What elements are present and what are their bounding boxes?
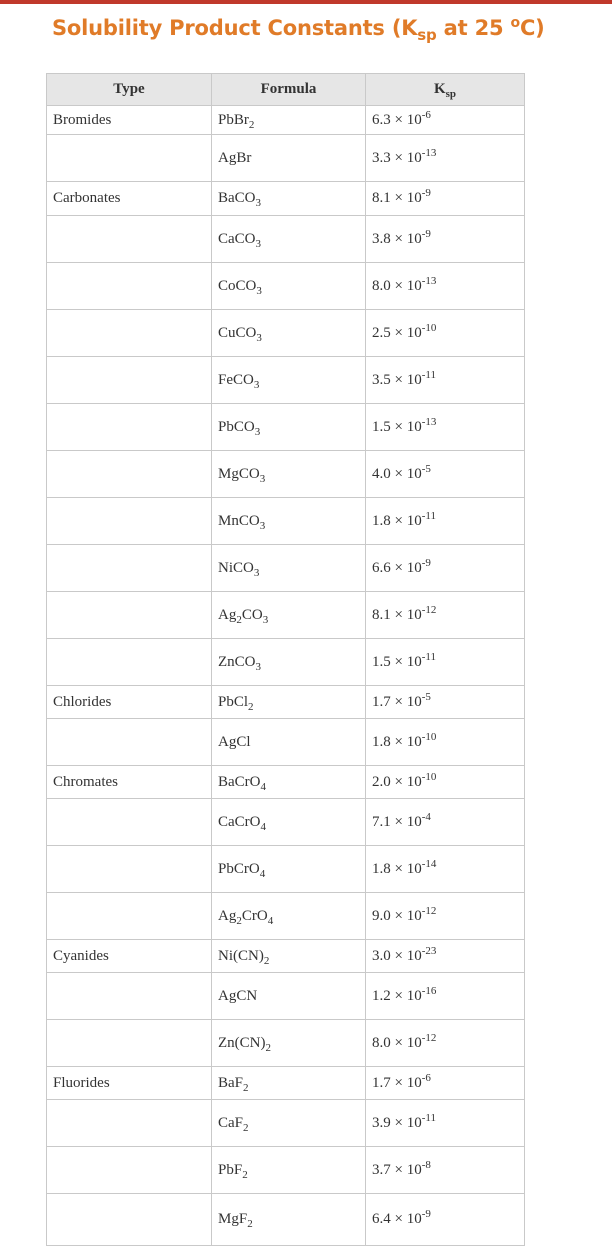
ksp-mantissa: 1.5 × 10 (372, 653, 422, 670)
formula-subscript: 2 (236, 613, 242, 626)
ksp-cell (366, 545, 525, 592)
type-cell (47, 766, 212, 799)
formula-part: F (234, 1114, 244, 1131)
formula-part: Cl (233, 693, 249, 710)
type-cell (47, 592, 212, 639)
header-ksp-main: K (433, 81, 446, 97)
formula-cell (212, 592, 366, 639)
ksp-cell (366, 973, 525, 1020)
ksp-cell (366, 592, 525, 639)
formula-subscript: 2 (263, 954, 270, 967)
ksp-exponent: -5 (421, 462, 431, 475)
table-row (47, 404, 525, 451)
formula-part: Pb (218, 111, 234, 128)
formula-cell (212, 498, 366, 545)
title-mid: at 25 (436, 16, 511, 40)
formula-part: Fe (218, 371, 233, 388)
title-main: Solubility Product Constants (K (52, 16, 418, 40)
ksp-cell (366, 451, 525, 498)
formula-subscript: 3 (256, 284, 262, 297)
type-cell (47, 799, 212, 846)
formula-subscript: 3 (255, 237, 262, 250)
type-cell (47, 357, 212, 404)
ksp-exponent: -9 (421, 556, 431, 569)
ksp-cell (366, 1147, 525, 1194)
formula-part: Ba (218, 1074, 235, 1091)
formula-part: CO (238, 512, 260, 529)
type-cell (47, 451, 212, 498)
ksp-exponent: -9 (421, 1208, 431, 1220)
ksp-exponent: -12 (421, 904, 437, 917)
formula-cell (212, 799, 366, 846)
table-row (47, 135, 525, 182)
ksp-exponent: -11 (421, 368, 436, 381)
table-row (47, 182, 525, 216)
type-label: Cyanides (53, 947, 109, 964)
ksp-mantissa: 3.5 × 10 (372, 371, 422, 388)
table-row (47, 216, 525, 263)
formula-cell (212, 310, 366, 357)
type-cell (47, 498, 212, 545)
ksp-mantissa: 2.5 × 10 (372, 324, 422, 341)
ksp-exponent: -14 (421, 857, 437, 870)
formula-subscript: 3 (259, 519, 266, 532)
formula-subscript: 2 (236, 914, 242, 927)
type-cell (47, 973, 212, 1020)
formula-cell (212, 686, 366, 719)
ksp-cell (366, 263, 525, 310)
formula-subscript: 3 (262, 613, 269, 626)
title-degree: o (510, 15, 520, 31)
ksp-cell (366, 940, 525, 973)
formula-part: Ca (218, 230, 235, 247)
ksp-cell (366, 766, 525, 799)
type-cell (47, 1147, 212, 1194)
ksp-mantissa: 8.1 × 10 (372, 190, 422, 206)
ksp-cell (366, 1020, 525, 1067)
ksp-cell (366, 498, 525, 545)
ksp-exponent: -13 (421, 415, 437, 428)
table-row (47, 451, 525, 498)
table-row (47, 1194, 525, 1246)
formula-part: Ag (218, 149, 237, 166)
type-cell (47, 106, 212, 135)
formula-subscript: 3 (259, 472, 266, 485)
formula-part: CO (234, 653, 256, 670)
formula-cell (212, 545, 366, 592)
formula-subscript: 2 (243, 1121, 249, 1134)
ksp-cell (366, 357, 525, 404)
formula-part: CO (235, 324, 257, 341)
ksp-cell (366, 799, 525, 846)
formula-part: CN (236, 987, 258, 1004)
type-label: Bromides (53, 111, 112, 128)
ksp-cell (366, 1067, 525, 1100)
ksp-cell (366, 639, 525, 686)
type-cell (47, 1100, 212, 1147)
formula-cell (212, 1067, 366, 1100)
ksp-exponent: -11 (421, 509, 436, 522)
formula-part: Mg (218, 465, 239, 482)
type-cell (47, 1194, 212, 1246)
ksp-cell (366, 404, 525, 451)
formula-subscript: 2 (243, 1081, 249, 1094)
ksp-exponent: -23 (421, 944, 437, 957)
type-cell (47, 893, 212, 940)
ksp-mantissa: 1.7 × 10 (372, 693, 422, 710)
formula-part: CO (241, 606, 263, 623)
ksp-exponent: -13 (421, 146, 437, 159)
ksp-mantissa: 6.6 × 10 (372, 559, 422, 576)
formula-cell (212, 357, 366, 404)
table-row (47, 973, 525, 1020)
table-row (47, 106, 525, 135)
formula-part: F (238, 1211, 248, 1227)
table-row (47, 357, 525, 404)
formula-part: CO (234, 230, 256, 247)
table-row (47, 686, 525, 719)
ksp-mantissa: 4.0 × 10 (372, 465, 422, 482)
ksp-cell (366, 310, 525, 357)
ksp-mantissa: 8.0 × 10 (372, 1034, 422, 1051)
title-end: C) (519, 16, 545, 40)
table-row (47, 592, 525, 639)
table-row (47, 893, 525, 940)
type-cell (47, 1020, 212, 1067)
ksp-exponent: -6 (421, 108, 431, 121)
formula-cell (212, 1100, 366, 1147)
table-row (47, 498, 525, 545)
ksp-mantissa: 7.1 × 10 (372, 813, 422, 830)
formula-part: Pb (218, 418, 234, 435)
ksp-cell (366, 686, 525, 719)
ksp-cell (366, 106, 525, 135)
formula-part: Pb (218, 860, 234, 877)
formula-part: Ba (218, 773, 235, 790)
ksp-exponent: -11 (421, 1111, 436, 1124)
ksp-mantissa: 1.8 × 10 (372, 733, 422, 750)
ksp-mantissa: 8.1 × 10 (372, 606, 422, 623)
table-header-row (47, 74, 525, 106)
formula-cell (212, 973, 366, 1020)
formula-part: Ni(CN) (218, 947, 264, 964)
ksp-exponent: -16 (421, 984, 437, 997)
page-title (52, 15, 545, 44)
table-row (47, 766, 525, 799)
formula-part: Pb (218, 693, 234, 710)
formula-part: CrO (241, 907, 268, 924)
ksp-mantissa: 1.8 × 10 (372, 860, 422, 877)
ksp-mantissa: 3.7 × 10 (372, 1161, 422, 1178)
ksp-cell (366, 1194, 525, 1246)
ksp-exponent: -10 (421, 321, 437, 334)
formula-subscript: 2 (242, 1168, 248, 1181)
formula-subscript: 3 (254, 425, 261, 438)
table-row (47, 940, 525, 973)
ksp-exponent: -12 (421, 603, 437, 616)
formula-subscript: 4 (260, 780, 267, 793)
formula-part: CO (238, 465, 260, 482)
type-cell (47, 216, 212, 263)
formula-subscript: 2 (248, 118, 255, 131)
type-cell (47, 182, 212, 216)
formula-cell (212, 106, 366, 135)
ksp-cell (366, 182, 525, 216)
ksp-mantissa: 9.0 × 10 (372, 907, 422, 924)
formula-part: Cl (236, 733, 251, 750)
table-row (47, 846, 525, 893)
ksp-mantissa: 3.3 × 10 (372, 149, 422, 166)
ksp-cell (366, 846, 525, 893)
ksp-mantissa: 2.0 × 10 (372, 773, 422, 790)
formula-part: CrO (233, 860, 260, 877)
formula-subscript: 2 (247, 1218, 253, 1230)
type-label: Chlorides (53, 693, 112, 710)
formula-part: CO (233, 559, 254, 576)
ksp-exponent: -6 (421, 1071, 431, 1084)
ksp-cell (366, 216, 525, 263)
table-row (47, 1147, 525, 1194)
formula-part: Mn (218, 512, 239, 529)
ksp-table (46, 73, 525, 1246)
formula-cell (212, 846, 366, 893)
type-cell (47, 1067, 212, 1100)
table-row (47, 310, 525, 357)
ksp-cell (366, 719, 525, 766)
formula-part: Cu (218, 324, 236, 341)
type-label: Fluorides (53, 1074, 110, 1091)
header-type: Type (47, 74, 212, 106)
formula-part: Br (233, 111, 249, 128)
formula-cell (212, 1020, 366, 1067)
formula-cell (212, 766, 366, 799)
ksp-cell (366, 135, 525, 182)
formula-part: Ag (218, 907, 237, 924)
formula-part: CO (233, 418, 255, 435)
ksp-mantissa: 3.8 × 10 (372, 230, 422, 247)
formula-cell (212, 404, 366, 451)
table-row (47, 1100, 525, 1147)
table-row (47, 799, 525, 846)
table-row (47, 1067, 525, 1100)
formula-part: Ba (218, 190, 235, 206)
formula-part: CrO (234, 813, 261, 830)
ksp-exponent: -9 (421, 187, 431, 199)
type-label: Carbonates (53, 190, 121, 206)
ksp-exponent: -11 (421, 650, 436, 663)
ksp-mantissa: 8.0 × 10 (372, 277, 422, 294)
formula-subscript: 4 (267, 914, 274, 927)
header-ksp (366, 74, 525, 106)
formula-part: CO (234, 190, 256, 206)
formula-subscript: 2 (265, 1041, 271, 1054)
ksp-mantissa: 1.5 × 10 (372, 418, 422, 435)
formula-part: Zn(CN) (218, 1034, 266, 1051)
type-cell (47, 310, 212, 357)
formula-part: Ca (218, 813, 235, 830)
formula-cell (212, 451, 366, 498)
formula-cell (212, 639, 366, 686)
formula-subscript: 4 (259, 867, 266, 880)
formula-part: F (234, 1074, 244, 1091)
type-cell (47, 404, 212, 451)
ksp-exponent: -13 (421, 274, 437, 287)
formula-cell (212, 135, 366, 182)
ksp-cell (366, 1100, 525, 1147)
table-row (47, 639, 525, 686)
header-formula: Formula (212, 74, 366, 106)
formula-part: CrO (234, 773, 261, 790)
formula-part: Ni (218, 559, 233, 576)
formula-part: CO (235, 277, 257, 294)
ksp-mantissa: 1.8 × 10 (372, 512, 422, 529)
formula-cell (212, 719, 366, 766)
formula-cell (212, 1194, 366, 1246)
table-row (47, 263, 525, 310)
formula-part: F (233, 1161, 243, 1178)
formula-part: Zn (218, 653, 235, 670)
table-row (47, 1020, 525, 1067)
type-cell (47, 639, 212, 686)
top-accent-bar (0, 0, 612, 4)
formula-cell (212, 893, 366, 940)
formula-cell (212, 216, 366, 263)
type-cell (47, 846, 212, 893)
table-row (47, 719, 525, 766)
formula-subscript: 3 (253, 566, 260, 579)
ksp-exponent: -12 (421, 1031, 437, 1044)
formula-subscript: 3 (256, 331, 262, 344)
type-cell (47, 686, 212, 719)
header-ksp-sub: sp (445, 88, 457, 100)
type-cell (47, 940, 212, 973)
formula-part: Br (236, 149, 252, 166)
ksp-exponent: -10 (421, 770, 437, 783)
type-cell (47, 719, 212, 766)
type-cell (47, 263, 212, 310)
formula-part: Mg (218, 1211, 239, 1227)
formula-subscript: 3 (253, 378, 260, 391)
table-body (47, 106, 525, 1246)
formula-part: CO (233, 371, 254, 388)
type-cell (47, 135, 212, 182)
table-row (47, 545, 525, 592)
formula-cell (212, 1147, 366, 1194)
ksp-mantissa: 1.2 × 10 (372, 987, 422, 1004)
formula-subscript: 2 (248, 700, 254, 713)
ksp-mantissa: 1.7 × 10 (372, 1074, 422, 1091)
formula-cell (212, 182, 366, 216)
ksp-cell (366, 893, 525, 940)
formula-cell (212, 263, 366, 310)
formula-part: Pb (218, 1161, 234, 1178)
formula-subscript: 4 (260, 820, 267, 833)
ksp-mantissa: 6.4 × 10 (372, 1211, 422, 1227)
formula-cell (212, 940, 366, 973)
ksp-mantissa: 3.0 × 10 (372, 947, 422, 964)
formula-subscript: 3 (255, 660, 262, 673)
ksp-exponent: -5 (421, 690, 431, 703)
formula-part: Ag (218, 987, 237, 1004)
formula-part: Ag (218, 733, 237, 750)
formula-part: Ag (218, 606, 237, 623)
formula-part: Co (218, 277, 236, 294)
ksp-exponent: -8 (421, 1158, 431, 1171)
formula-subscript: 3 (255, 197, 262, 209)
ksp-exponent: -9 (421, 227, 431, 240)
formula-part: Ca (218, 1114, 235, 1131)
type-cell (47, 545, 212, 592)
ksp-exponent: -4 (421, 810, 431, 823)
ksp-mantissa: 3.9 × 10 (372, 1114, 422, 1131)
ksp-mantissa: 6.3 × 10 (372, 111, 422, 128)
title-subscript: sp (417, 26, 437, 44)
type-label: Chromates (53, 773, 118, 790)
ksp-exponent: -10 (421, 730, 437, 743)
